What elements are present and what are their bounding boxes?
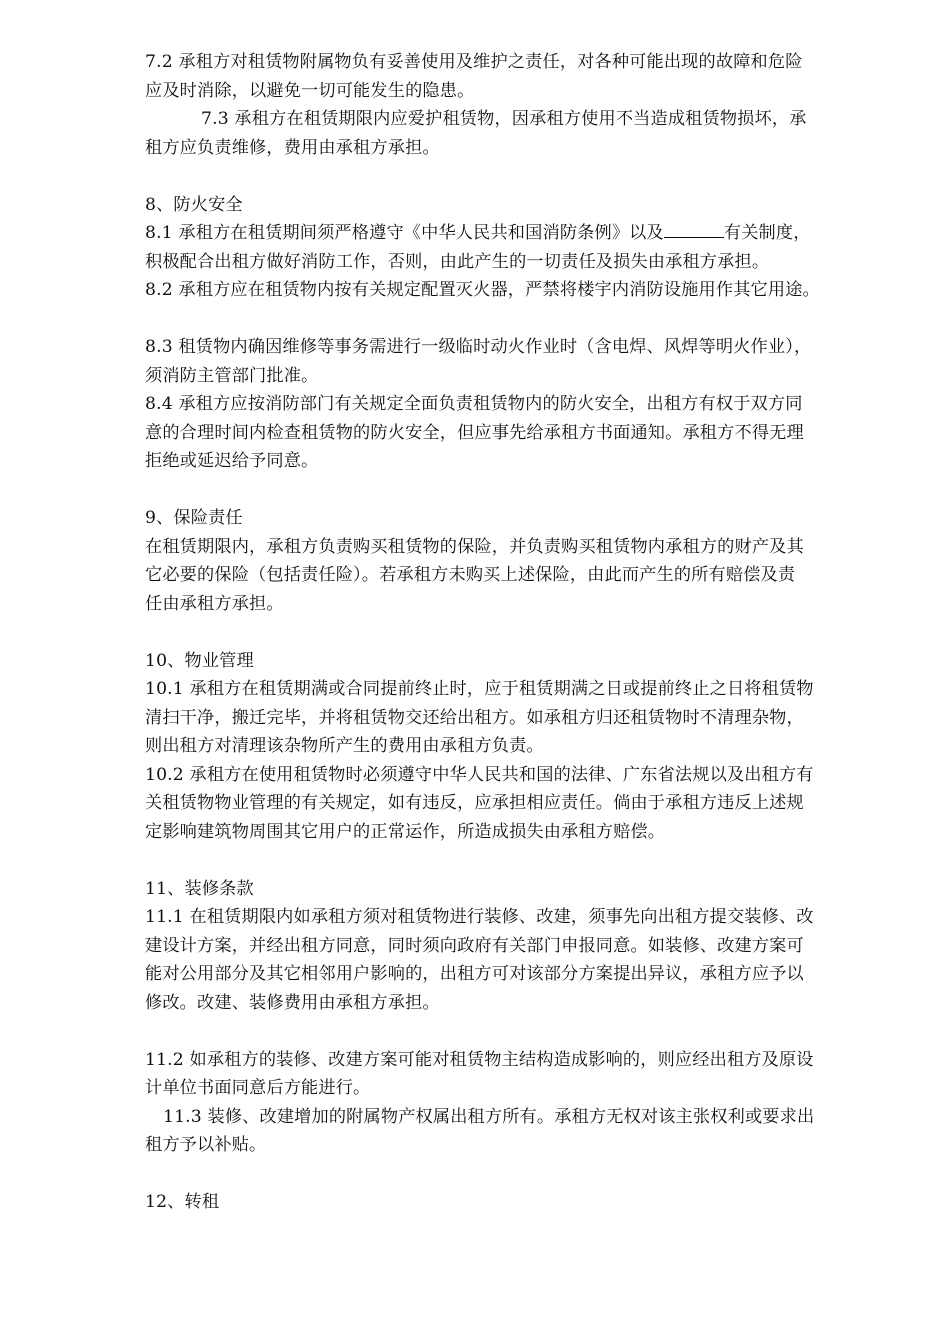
fill-in-blank — [664, 220, 724, 238]
section-10-heading: 10、物业管理 — [145, 650, 254, 671]
clause-10-1-line-3: 则出租方对清理该杂物所产生的费用由承租方负责。 — [145, 736, 544, 756]
spacer — [145, 618, 890, 647]
clause-7-3-line-2: 租方应负责维修，费用由承租方承担。 — [145, 137, 440, 158]
clause-8-1-text-after: 有关制度， — [723, 223, 811, 243]
clause-8-4-line-2: 意的合理时间内检查租赁物的防火安全，但应事先给承租方书面通知。承租方不得无理 — [145, 422, 804, 443]
clause-10-1-line-2: 清扫干净，搬迁完毕，并将租赁物交还给出租方。如承租方归还租赁物时不清理杂物， — [145, 707, 804, 728]
clause-11-3-line-2: 租方予以补贴。 — [145, 1135, 267, 1155]
section-11-heading: 11、装修条款 — [145, 878, 254, 899]
section-12-heading: 12、转租 — [145, 1192, 220, 1212]
clause-7-2-line-2: 应及时消除，以避免一切可能发生的隐患。 — [145, 80, 475, 101]
clause-8-4-line-1: 8.4 承租方应按消防部门有关规定全面负责租赁物内的防火安全，出租方有权于双方同 — [145, 394, 803, 414]
clause-11-2-line-1: 11.2 如承租方的装修、改建方案可能对租赁物主结构造成影响的，则应经出租方及原设 — [145, 1049, 814, 1070]
clause-11-1-line-2: 建设计方案，并经出租方同意，同时须向政府有关部门申报同意。如装修、改建方案可 — [145, 935, 804, 956]
document-page — [145, 48, 890, 1217]
spacer — [145, 305, 890, 334]
spacer — [145, 1160, 890, 1189]
clause-11-1-line-1: 11.1 在租赁期限内如承租方须对租赁物进行装修、改建，须事先向出租方提交装修、改 — [145, 907, 814, 927]
clause-8-3-line-2: 须消防主管部门批准。 — [145, 365, 319, 386]
section-9-line-1: 在租赁期限内，承租方负责购买租赁物的保险，并负责购买租赁物内承租方的财产及其 — [145, 536, 804, 557]
clause-8-1-text-before: 8.1 承租方在租赁期间须严格遵守《中华人民共和国消防条例》以及 — [145, 223, 664, 243]
spacer — [145, 162, 890, 191]
clause-8-4-line-3: 拒绝或延迟给予同意。 — [145, 451, 319, 471]
clause-11-1-line-4: 修改。改建、装修费用由承租方承担。 — [145, 992, 440, 1013]
spacer — [145, 476, 890, 505]
clause-7-2-line-1: 7.2 承租方对租赁物附属物负有妥善使用及维护之责任，对各种可能出现的故障和危险 — [145, 52, 803, 72]
spacer — [145, 846, 890, 875]
clause-7-3-line-1: 7.3 承租方在租赁期限内应爱护租赁物，因承租方使用不当造成租赁物损坏，承 — [201, 109, 807, 129]
clause-8-1-line-1 — [145, 219, 890, 248]
section-9-heading: 9、保险责任 — [145, 508, 243, 528]
clause-10-2-line-3: 定影响建筑物周围其它用户的正常运作，所造成损失由承租方赔偿。 — [145, 821, 666, 842]
clause-11-1-line-3: 能对公用部分及其它相邻用户影响的，出租方可对该部分方案提出异议，承租方应予以 — [145, 964, 804, 984]
clause-10-2-line-1: 10.2 承租方在使用租赁物时必须遵守中华人民共和国的法律、广东省法规以及出租方有 — [145, 764, 814, 785]
section-9-line-3: 任由承租方承担。 — [145, 593, 284, 614]
clause-8-3-line-1: 8.3 租赁物内确因维修等事务需进行一级临时动火作业时（含电焊、风焊等明火作业）， — [145, 337, 812, 357]
clause-11-2-line-2: 计单位书面同意后方能进行。 — [145, 1078, 371, 1098]
section-8-heading: 8、防火安全 — [145, 194, 243, 215]
clause-10-2-line-2: 关租赁物物业管理的有关规定，如有违反，应承担相应责任。倘由于承租方违反上述规 — [145, 793, 804, 813]
section-9-line-2: 它必要的保险（包括责任险）。若承租方未购买上述保险，由此而产生的所有赔偿及责 — [145, 565, 796, 585]
clause-11-3-line-1: 11.3 装修、改建增加的附属物产权属出租方所有。承租方无权对该主张权利或要求出 — [163, 1106, 815, 1127]
clause-10-1-line-1: 10.1 承租方在租赁期满或合同提前终止时，应于租赁期满之日或提前终止之日将租赁物 — [145, 679, 814, 699]
clause-8-2: 8.2 承租方应在租赁物内按有关规定配置灭火器，严禁将楼宇内消防设施用作其它用途。 — [145, 280, 820, 300]
clause-8-1-line-2: 积极配合出租方做好消防工作，否则，由此产生的一切责任及损失由承租方承担。 — [145, 251, 770, 272]
spacer — [145, 1017, 890, 1046]
